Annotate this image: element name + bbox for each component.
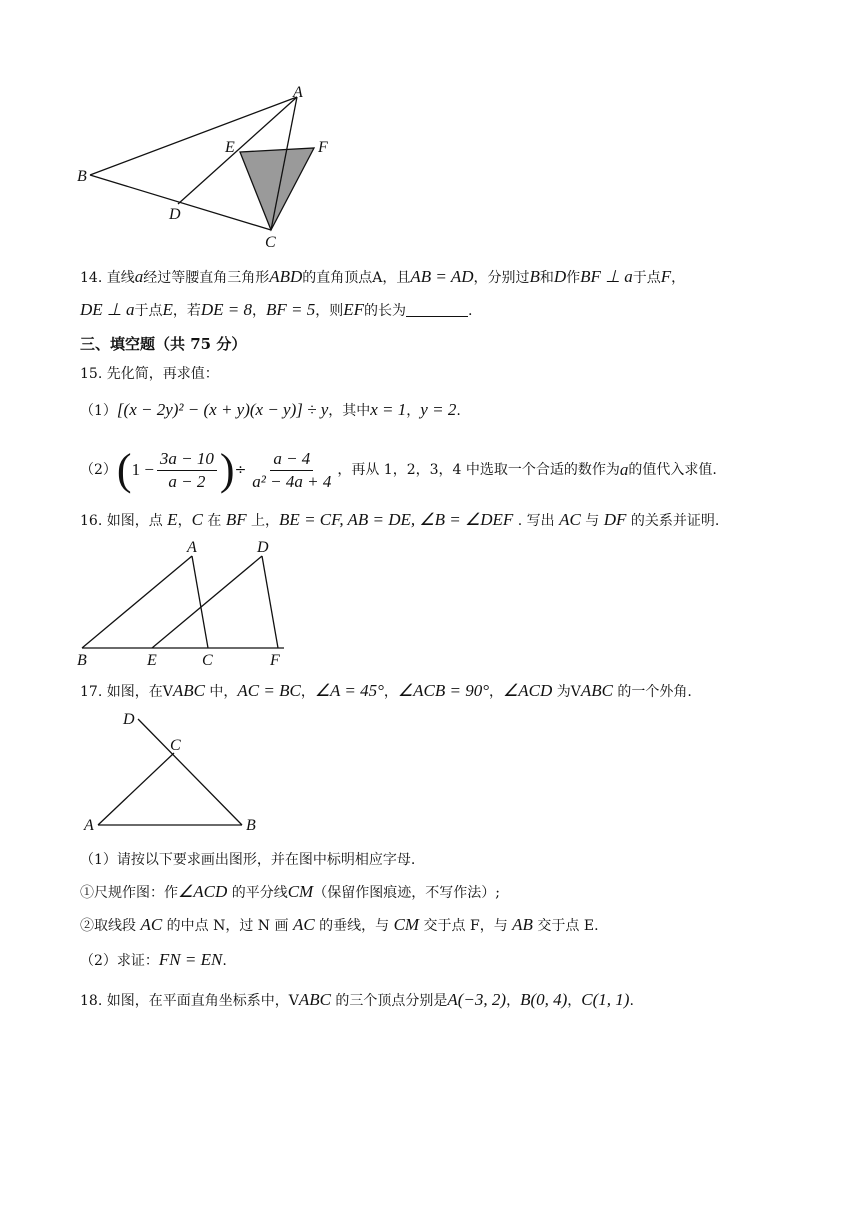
label-D: D xyxy=(257,539,269,556)
label-D: D xyxy=(169,206,181,223)
question-17-part2: （2）求证：FN = EN. xyxy=(80,950,227,969)
label-A: A xyxy=(84,817,94,834)
question-17-step2: ②取线段 AC 的中点 N，过 N 画 AC 的垂线，与 CM 交于点 F，与 AB 交于点 E. xyxy=(80,915,599,934)
question-18: 18. 如图，在平面直角坐标系中，VABC 的三个顶点分别是A(−3, 2)，B(0, 4)，C(1, 1). xyxy=(80,990,634,1009)
figure-q17 xyxy=(78,706,278,836)
label-B: B xyxy=(246,817,256,834)
section-3-title: 三、填空题（共 75 分） xyxy=(80,335,247,353)
label-F: F xyxy=(270,652,280,669)
question-14-line2: DE ⊥ a于点E，若DE = 8，BF = 5，则EF的长为 . xyxy=(80,300,473,319)
question-15-part1: （1）[(x − 2y)² − (x + y)(x − y)] ÷ y，其中x = 1，y = 2. xyxy=(80,400,461,419)
fraction-1: $\frac{3a - 10}{a - 2}$ xyxy=(157,448,217,493)
label-B: B xyxy=(77,168,87,185)
figure-q16 xyxy=(72,538,302,670)
label-E: E xyxy=(147,652,157,669)
answer-blank[interactable] xyxy=(406,302,468,317)
label-B: B xyxy=(77,652,87,669)
question-17-step1: ①尺规作图：作∠ACD 的平分线CM（保留作图痕迹，不写作法）; xyxy=(80,882,500,901)
question-16: 16. 如图，点 E，C 在 BF 上，BE = CF, AB = DE, ∠B = ∠DEF . 写出 AC 与 DF 的关系并证明. xyxy=(80,510,720,529)
figure-q13 xyxy=(70,80,350,255)
question-14-line1: 14. 直线a经过等腰直角三角形ABD的直角顶点A，且AB = AD，分别过B和D作BF ⊥ a于点F， xyxy=(80,267,686,286)
question-17-part1: （1）请按以下要求画出图形，并在图中标明相应字母. xyxy=(80,852,416,868)
question-15-part2: （2） ( 1 − $\frac{3a - 10}{a - 2}$ ) ÷ $\frac{a - 4}{\text{a² − 4a + 4}}$ ，再从 1，2，3，4 中选取一个合适的数作为 a 的值代入求值. xyxy=(80,445,717,494)
label-C: C xyxy=(265,234,276,251)
label-A: A xyxy=(293,84,303,101)
label-E: E xyxy=(225,139,235,156)
fraction-2: $\frac{a - 4}{\text{a² − 4a + 4}}$ xyxy=(252,448,332,491)
label-A: A xyxy=(187,539,197,556)
label-C: C xyxy=(170,737,181,754)
label-C: C xyxy=(202,652,213,669)
label-F: F xyxy=(318,139,328,156)
shaded-triangle-ecf xyxy=(240,148,314,230)
question-15-head: 15. 先化简，再求值： xyxy=(80,366,219,382)
question-17: 17. 如图，在VABC 中，AC = BC，∠A = 45°，∠ACB = 90°，∠ACD 为VABC 的一个外角. xyxy=(80,681,692,700)
label-D: D xyxy=(123,711,135,728)
